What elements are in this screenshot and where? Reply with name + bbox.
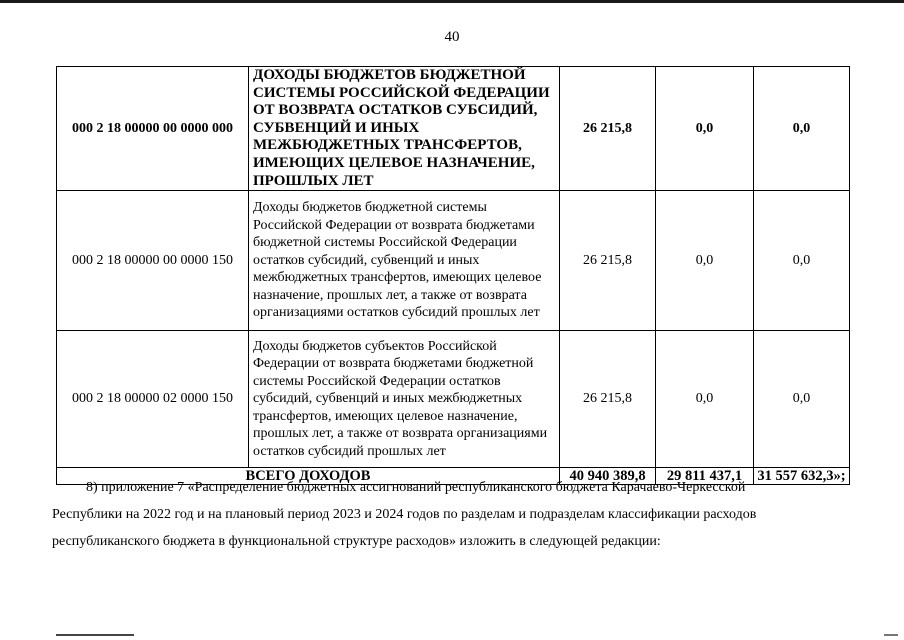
- total-2022-cell: 40 940 389,8: [560, 468, 656, 485]
- amount-2023-cell: 0,0: [656, 67, 754, 191]
- amount-2022-cell: 26 215,8: [560, 331, 656, 468]
- budget-code-cell: 000 2 18 00000 00 0000 150: [57, 191, 249, 331]
- revenue-table: [56, 66, 850, 485]
- table-row: [57, 331, 850, 468]
- table-row: [57, 191, 850, 331]
- description-cell: Доходы бюджетов субъектов Российской Федерации от возврата бюджетами бюджетной системы Российской Федерации остатков субсидий, субвенций и иных межбюджетных трансфертов, имеющих целевое назначение, прошлых лет, а также от возврата организациями остатков субсидий прошлых лет: [249, 331, 560, 468]
- paragraph-line: 8) приложение 7 «Распределение бюджетных ассигнований республиканского бюджета Карачаево-Черкесской: [86, 480, 746, 495]
- amount-2023-cell: 0,0: [656, 331, 754, 468]
- amount-2022-cell: 26 215,8: [560, 191, 656, 331]
- paragraph-line: республиканского бюджета в функциональной структуре расходов» изложить в следующей редакции:: [52, 534, 661, 549]
- amount-2024-cell: 0,0: [754, 67, 850, 191]
- budget-code-cell: 000 2 18 00000 02 0000 150: [57, 331, 249, 468]
- budget-code-cell: 000 2 18 00000 00 0000 000: [57, 67, 249, 191]
- amount-2024-cell: 0,0: [754, 191, 850, 331]
- description-cell: ДОХОДЫ БЮДЖЕТОВ БЮДЖЕТНОЙ СИСТЕМЫ РОССИЙСКОЙ ФЕДЕРАЦИИ ОТ ВОЗВРАТА ОСТАТКОВ СУБСИДИЙ, СУБВЕНЦИЙ И ИНЫХ МЕЖБЮДЖЕТНЫХ ТРАНСФЕРТОВ, ИМЕЮЩИХ ЦЕЛЕВОЕ НАЗНАЧЕНИЕ, ПРОШЛЫХ ЛЕТ: [249, 67, 560, 191]
- description-cell: Доходы бюджетов бюджетной системы Российской Федерации от возврата бюджетами бюджетной системы Российской Федерации остатков субсидий, субвенций и иных межбюджетных трансфертов, имеющих целевое назначение, прошлых лет, а также от возврата организациями остатков субсидий прошлых лет: [249, 191, 560, 331]
- total-2023-cell: 29 811 437,1: [656, 468, 754, 485]
- page-number: 40: [444, 29, 460, 45]
- total-label: ВСЕГО ДОХОДОВ: [57, 468, 560, 485]
- amendment-paragraph: [52, 474, 836, 555]
- amount-2022-cell: 26 215,8: [560, 67, 656, 191]
- table-row: [57, 67, 850, 191]
- page-top-border: [0, 0, 904, 3]
- amount-2024-cell: 0,0: [754, 331, 850, 468]
- paragraph-line: Республики на 2022 год и на плановый период 2023 и 2024 годов по разделам и подразделам классификации расходов: [52, 507, 757, 522]
- amount-2023-cell: 0,0: [656, 191, 754, 331]
- page-bottom-mark: [56, 634, 134, 636]
- page-corner-mark: [884, 634, 898, 636]
- total-2024-cell: 31 557 632,3»;: [754, 468, 850, 485]
